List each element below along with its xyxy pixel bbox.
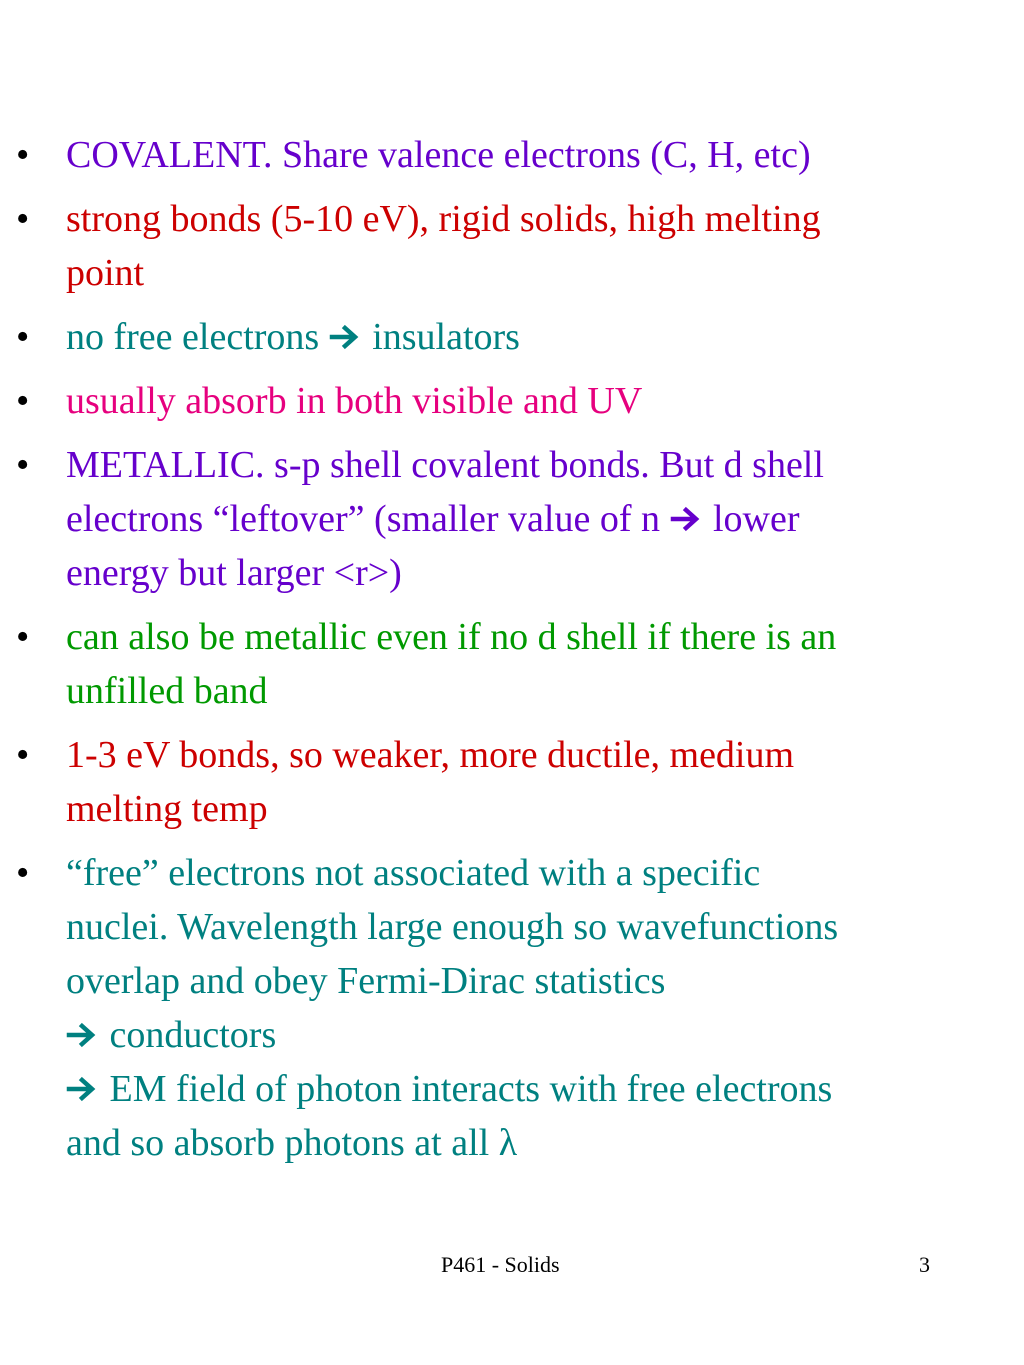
footer-title: P461 - Solids [441, 1252, 560, 1277]
right-arrow-icon [329, 322, 363, 352]
bullet-text: energy but larger <r>) [66, 552, 402, 594]
bullet-absorb [0, 374, 1024, 428]
bullet-text: lower [713, 498, 800, 540]
bullet-text: electrons “leftover” (smaller value of n [66, 498, 660, 540]
bullet-marker: • [16, 134, 30, 176]
bullet-line [66, 1008, 1004, 1062]
bullet-text: can also be metallic even if no d shell if there is an [66, 616, 837, 658]
bullet-covalent [0, 128, 1024, 182]
slide-body [0, 128, 1024, 1170]
bullet-no-free-electrons [0, 310, 1024, 364]
bullet-marker: • [16, 198, 30, 240]
bullet-metallic [0, 438, 1024, 600]
bullet-marker: • [16, 316, 30, 358]
bullet-text: no free electrons [66, 316, 320, 358]
bullet-marker: • [16, 380, 30, 422]
bullet-text: conductors [109, 1014, 277, 1056]
page-number: 3 [919, 1252, 930, 1277]
bullet-marker: • [16, 852, 30, 894]
bullet-text: COVALENT. Share valence electrons (C, H, etc) [66, 134, 811, 176]
bullet-text: and so absorb photons at all λ [66, 1122, 518, 1164]
bullet-text: unfilled band [66, 670, 268, 712]
bullet-text: usually absorb in both visible and UV [66, 380, 643, 422]
bullet-text: strong bonds (5-10 eV), rigid solids, high melting [66, 198, 821, 240]
bullet-text: EM field of photon interacts with free electrons [109, 1068, 833, 1110]
bullet-text: 1-3 eV bonds, so weaker, more ductile, medium [66, 734, 795, 776]
bullet-strong-bonds [0, 192, 1024, 300]
bullet-text: melting temp [66, 788, 268, 830]
bullet-metallic-no-d-shell [0, 610, 1024, 718]
bullet-text: METALLIC. s-p shell covalent bonds. But d shell [66, 444, 824, 486]
bullet-marker: • [16, 616, 30, 658]
right-arrow-icon [66, 1020, 100, 1050]
bullet-line [66, 1062, 1004, 1116]
bullet-marker: • [16, 444, 30, 486]
bullet-text: overlap and obey Fermi-Dirac statistics [66, 960, 666, 1002]
bullet-text: “free” electrons not associated with a specific [66, 852, 761, 894]
bullet-line [66, 310, 1004, 364]
bullet-ev-bonds [0, 728, 1024, 836]
bullet-text: nuclei. Wavelength large enough so wavefunctions [66, 906, 839, 948]
bullet-line [66, 492, 1004, 546]
bullet-free-electrons [0, 846, 1024, 1170]
bullet-text: insulators [372, 316, 520, 358]
bullet-text: point [66, 252, 145, 294]
right-arrow-icon [66, 1074, 100, 1104]
bullet-marker: • [16, 734, 30, 776]
right-arrow-icon [670, 504, 704, 534]
